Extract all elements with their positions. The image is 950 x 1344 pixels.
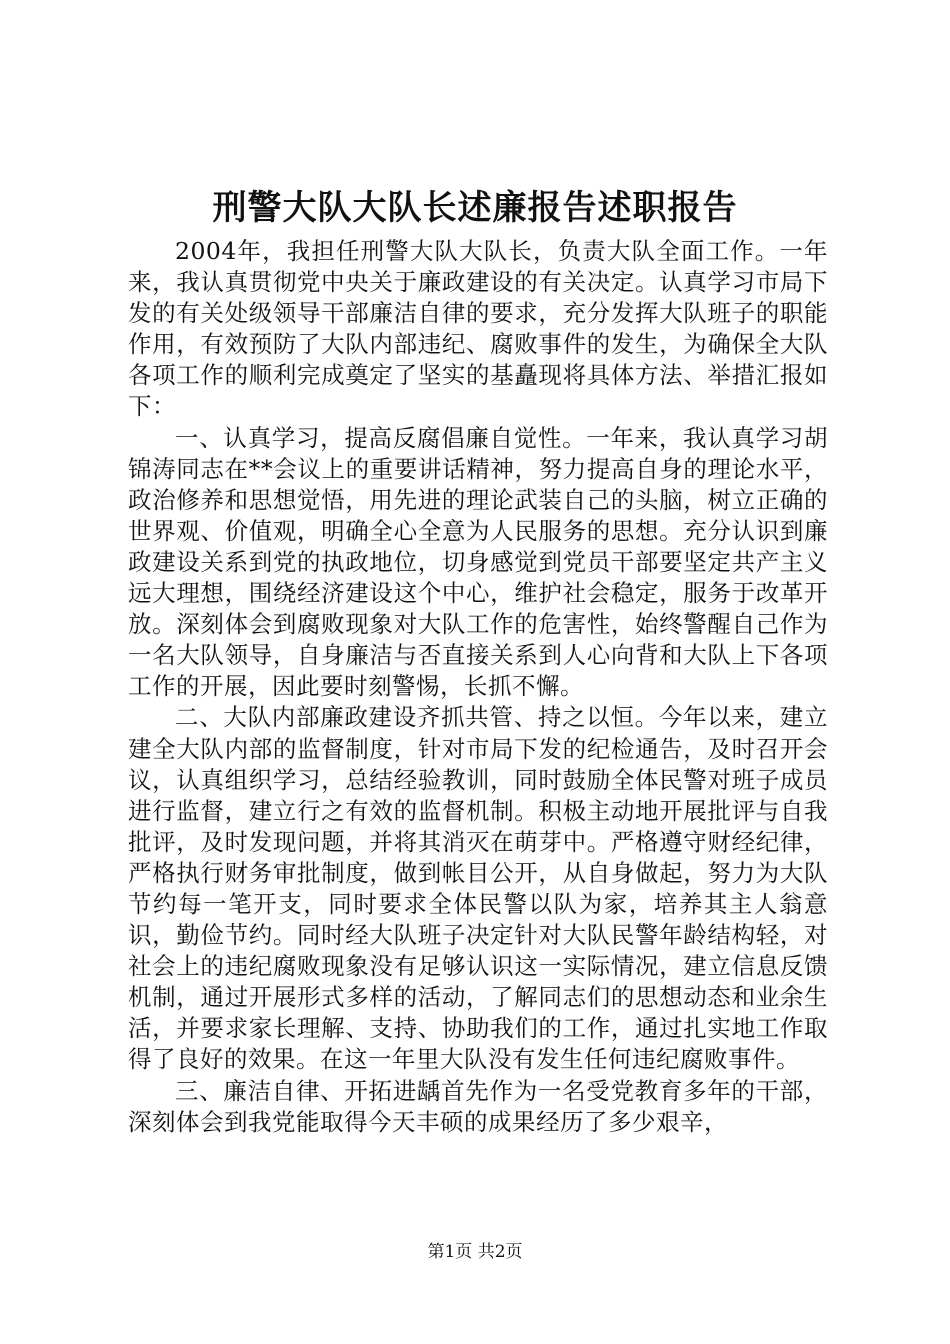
document-title: 刑警大队大队长述廉报告述职报告 xyxy=(212,188,738,228)
page-number-footer: 第1页 共2页 xyxy=(427,1242,523,1262)
paragraph-intro: 2004年，我担任刑警大队大队长，负责大队全面工作。一年来，我认真贯彻党中央关于廉政建设的有关决定。认真学习市局下发的有关处级领导干部廉洁自律的要求，充分发挥大队班子的职能作用，有效预防了大队内部违纪、腐败事件的发生，为确保全大队各项工作的顺利完成奠定了坚实的基矗现将具体方法、举措汇报如下： xyxy=(128,237,828,421)
paragraph-section-3: 三、廉洁自律、开拓进龋首先作为一名受党教育多年的干部，深刻体会到我党能取得今天丰硕的成果经历了多少艰辛， xyxy=(128,1076,828,1136)
paragraph-section-2: 二、大队内部廉政建设齐抓共管、持之以恒。今年以来，建立建全大队内部的监督制度，针对市局下发的纪检通告，及时召开会议，认真组织学习，总结经验教训，同时鼓励全体民警对班子成员进行监督，建立行之有效的监督机制。积极主动地开展批评与自我批评，及时发现问题，并将其消灭在萌芽中。严格遵守财经纪律，严格执行财务审批制度，做到帐目公开，从自身做起，努力为大队节约每一笔开支，同时要求全体民警以队为家，培养其主人翁意识，勤俭节约。同时经大队班子决定针对大队民警年龄结构轻，对社会上的违纪腐败现象没有足够认识这一实际情况，建立信息反馈机制，通过开展形式多样的活动，了解同志们的思想动态和业余生活，并要求家长理解、支持、协助我们的工作，通过扎实地工作取得了良好的效果。在这一年里大队没有发生任何违纪腐败事件。 xyxy=(128,703,828,1074)
document-body xyxy=(128,236,828,1138)
paragraph-section-1: 一、认真学习，提高反腐倡廉自觉性。一年来，我认真学习胡锦涛同志在**会议上的重要讲话精神，努力提高自身的理论水平，政治修养和思想觉悟，用先进的理论武装自己的头脑，树立正确的世界观、价值观，明确全心全意为人民服务的思想。充分认识到廉政建设关系到党的执政地位，切身感觉到党员干部要坚定共产主义远大理想，围绕经济建设这个中心，维护社会稳定，服务于改革开放。深刻体会到腐败现象对大队工作的危害性，始终警醒自己作为一名大队领导，自身廉洁与否直接关系到人心向背和大队上下各项工作的开展，因此要时刻警惕，长抓不懈。 xyxy=(128,423,828,701)
